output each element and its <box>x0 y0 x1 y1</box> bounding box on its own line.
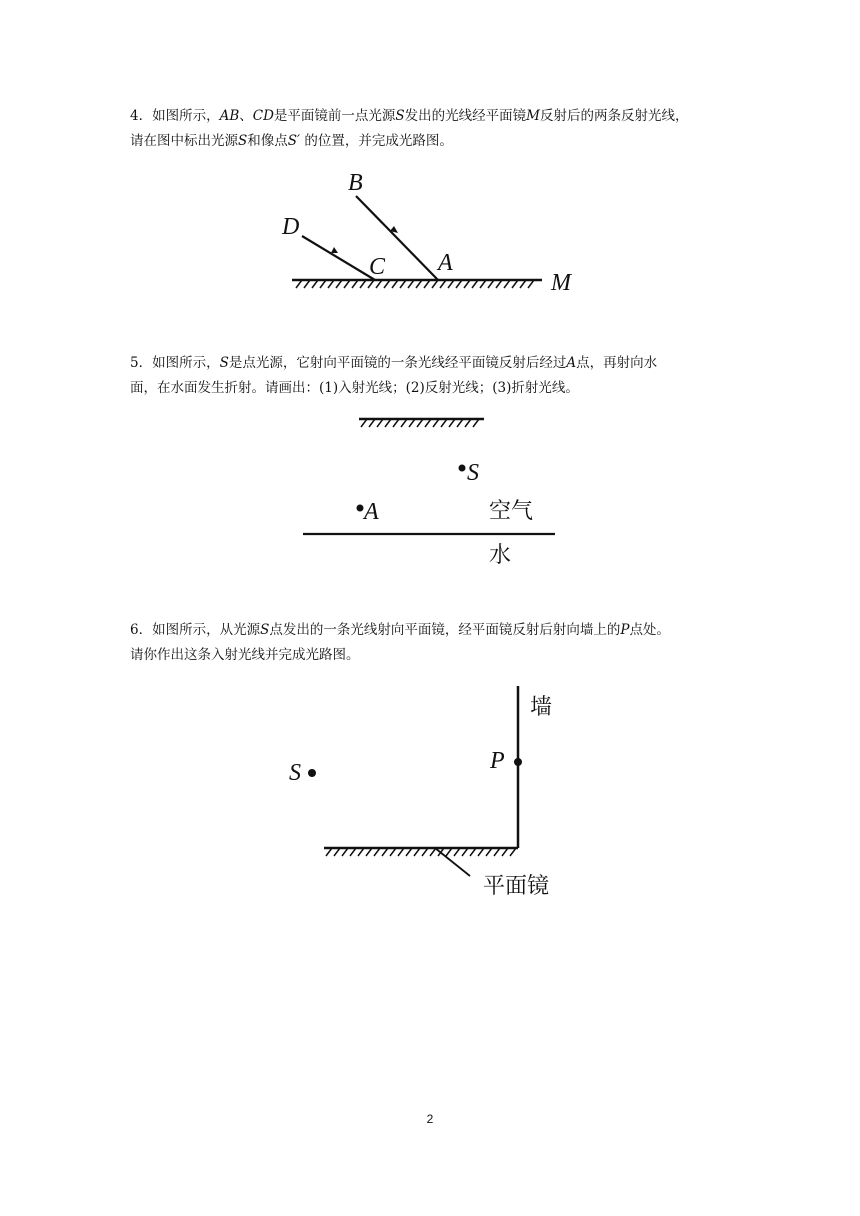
question-5 <box>130 351 740 401</box>
label-s: S <box>289 760 301 786</box>
label-water: 水 <box>489 543 512 568</box>
q5-line-1: 5．如图所示，S是点光源，它射向平面镜的一条光线经平面镜反射后经过A点，再射向水 <box>130 355 658 371</box>
q4-line-1: 4．如图所示，AB、CD是平面镜前一点光源S发出的光线经平面镜M反射后的两条反射光线， <box>130 108 689 124</box>
q4-line-2: 请在图中标出光源S和像点S′ 的位置，并完成光路图。 <box>130 133 453 149</box>
q5-figure <box>295 400 565 575</box>
point-s <box>459 465 466 472</box>
point-s <box>308 769 316 777</box>
q6-line-2: 请你作出这条入射光线并完成光路图。 <box>130 647 360 663</box>
question-4 <box>130 104 740 154</box>
label-m: M <box>551 270 571 296</box>
label-mirror: 平面镜 <box>483 874 550 899</box>
label-d: D <box>282 214 300 240</box>
label-b: B <box>348 170 363 196</box>
label-wall: 墙 <box>530 695 553 720</box>
label-s: S <box>467 460 479 486</box>
label-a: A <box>364 499 379 525</box>
q6-figure <box>280 680 590 905</box>
label-p: P <box>490 748 505 774</box>
ray-cd-arrow <box>331 247 338 253</box>
point-p <box>514 758 522 766</box>
q5-line-2: 面，在水面发生折射。请画出：(1)入射光线；(2)反射光线；(3)折射光线。 <box>130 380 579 396</box>
q4-figure <box>270 160 600 310</box>
ray-cd <box>302 236 375 280</box>
point-a <box>357 505 364 512</box>
label-air: 空气 <box>489 499 534 524</box>
page-number: 2 <box>426 1112 434 1126</box>
label-c: C <box>369 254 386 280</box>
q6-line-1: 6．如图所示，从光源S点发出的一条光线射向平面镜，经平面镜反射后射向墙上的P点处。 <box>130 622 670 638</box>
question-6 <box>130 618 740 668</box>
label-a: A <box>438 250 453 276</box>
